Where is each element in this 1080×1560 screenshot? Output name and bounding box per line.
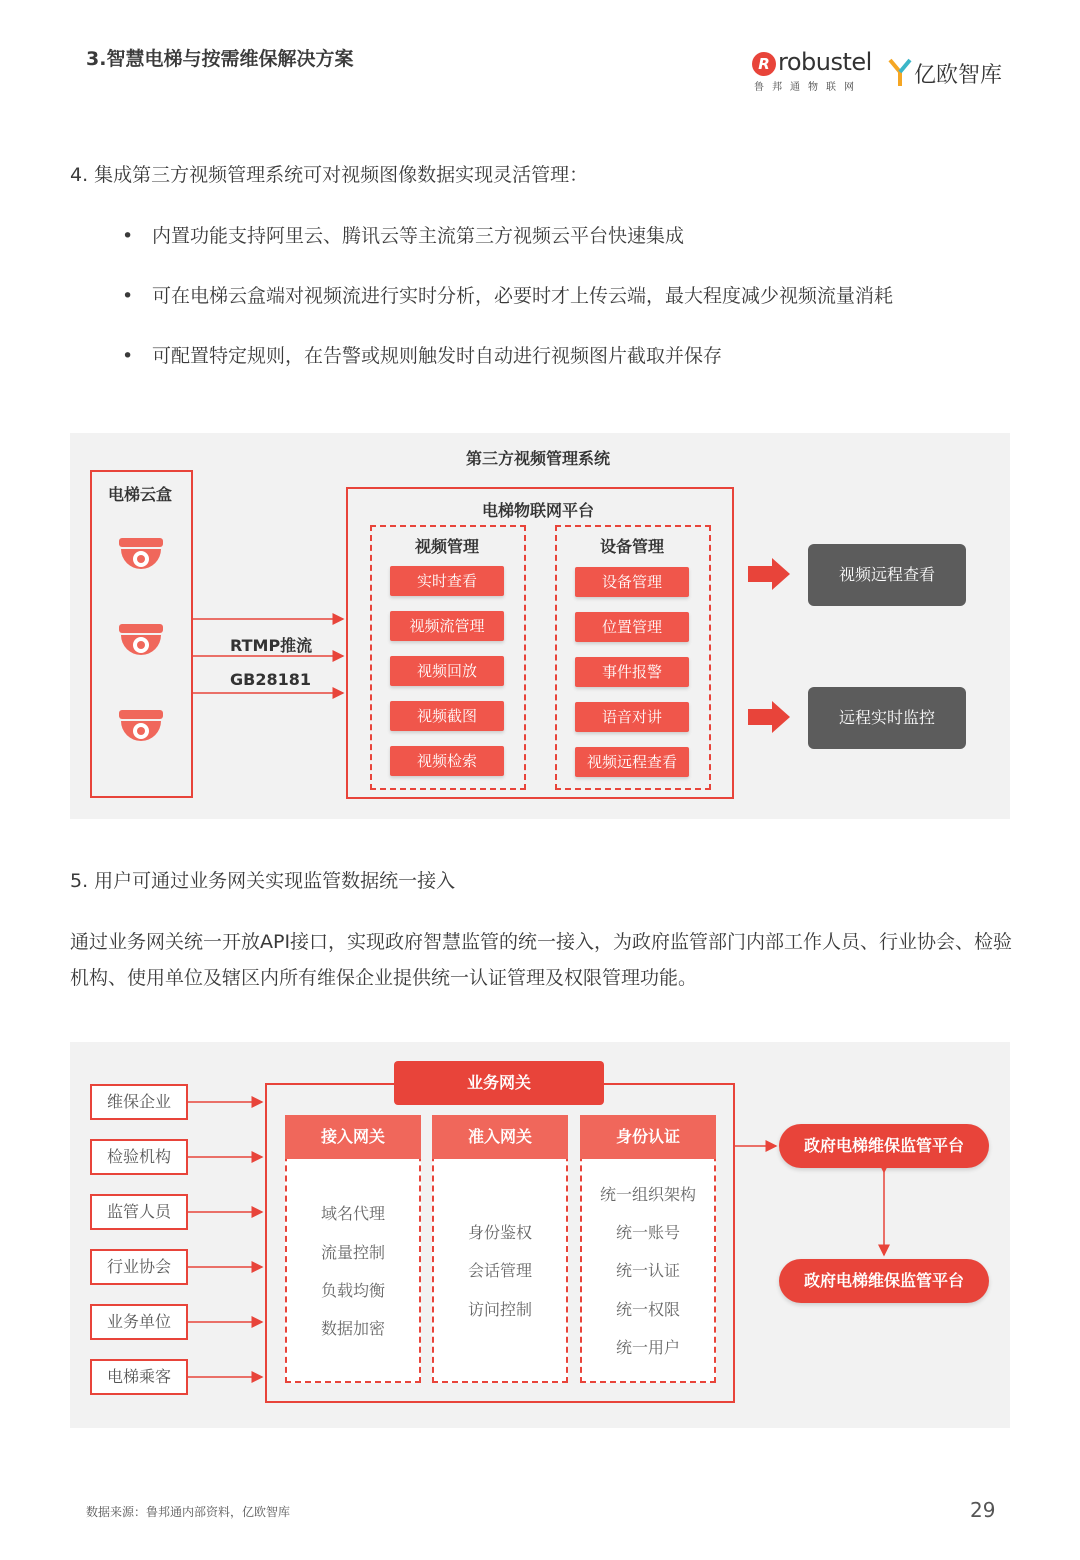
gateway-feature: 流量控制 <box>320 1243 385 1262</box>
video-mgmt-item: 实时查看 <box>390 566 504 596</box>
robustel-logo-sub: 鲁邦通物联网 <box>754 82 862 93</box>
device-mgmt-title: 设备管理 <box>600 537 665 556</box>
section5-heading: 5. 用户可通过业务网关实现监管数据统一接入 <box>70 870 456 892</box>
device-mgmt-item: 设备管理 <box>575 567 689 597</box>
video-mgmt-title: 视频管理 <box>415 537 480 556</box>
section4-heading: 4. 集成第三方视频管理系统可对视频图像数据实现灵活管理： <box>70 164 589 186</box>
footer-source: 数据来源：鲁邦通内部资料，亿欧智库 <box>86 1505 291 1519</box>
protocol-label: GB28181 <box>230 670 311 689</box>
bullet-item: • 可在电梯云盒端对视频流进行实时分析，必要时才上传云端，最大程度减少视频流量消耗 <box>122 285 894 307</box>
gateway-feature: 统一账号 <box>615 1223 680 1242</box>
iot-platform-label: 电梯物联网平台 <box>482 501 595 520</box>
robustel-logo-word: robustel <box>778 48 872 76</box>
gov-platform-1: 政府电梯维保监管平台 <box>779 1124 989 1168</box>
gateway-feature: 统一权限 <box>615 1300 680 1319</box>
gateway-feature: 会话管理 <box>467 1261 532 1280</box>
section-title: 3.智慧电梯与按需维保解决方案 <box>86 48 354 70</box>
bullet-dot-icon: • <box>122 225 134 247</box>
video-mgmt-item: 视频流管理 <box>390 611 504 641</box>
video-mgmt-item: 视频回放 <box>390 656 504 686</box>
gateway-feature: 统一用户 <box>615 1338 680 1357</box>
protocol-label: RTMP推流 <box>230 636 313 655</box>
output-arrow-icon <box>748 701 790 733</box>
gateway-title: 业务网关 <box>394 1061 604 1105</box>
gateway-feature: 统一组织架构 <box>599 1185 696 1204</box>
user-type-item: 电梯乘客 <box>90 1359 188 1395</box>
device-mgmt-item: 事件报警 <box>575 657 689 687</box>
robustel-logo-icon: R <box>752 52 776 76</box>
gateway-feature: 域名代理 <box>320 1204 385 1223</box>
yiou-logo-word: 亿欧智库 <box>914 63 1003 88</box>
section5-paragraph: 通过业务网关统一开放API接口，实现政府智慧监管的统一接入，为政府监管部门内部工作人员、行业协会、检验机构、使用单位及辖区内所有维保企业提供统一认证管理及权限管理功能。 <box>70 931 1013 989</box>
output-realtime-monitor: 远程实时监控 <box>808 687 966 749</box>
page-number: 29 <box>970 1498 996 1522</box>
user-type-item: 行业协会 <box>90 1249 188 1285</box>
bullet-dot-icon: • <box>122 345 134 367</box>
cloud-box-label: 电梯云盒 <box>108 485 173 504</box>
user-type-item: 维保企业 <box>90 1084 188 1120</box>
admission-gateway-title: 准入网关 <box>432 1115 568 1159</box>
gov-platform-2: 政府电梯维保监管平台 <box>779 1259 989 1303</box>
device-mgmt-item: 视频远程查看 <box>575 747 689 777</box>
device-mgmt-item: 位置管理 <box>575 612 689 642</box>
gateway-feature: 数据加密 <box>320 1319 385 1338</box>
bullet-item: • 可配置特定规则，在告警或规则触发时自动进行视频图片截取并保存 <box>122 345 723 367</box>
user-type-item: 监管人员 <box>90 1194 188 1230</box>
user-type-item: 检验机构 <box>90 1139 188 1175</box>
gateway-feature: 身份鉴权 <box>467 1223 532 1242</box>
video-mgmt-item: 视频截图 <box>390 701 504 731</box>
output-arrow-icon <box>748 558 790 590</box>
user-type-item: 业务单位 <box>90 1304 188 1340</box>
gateway-feature: 统一认证 <box>615 1261 680 1280</box>
bullet-item: • 内置功能支持阿里云、腾讯云等主流第三方视频云平台快速集成 <box>122 225 685 247</box>
device-mgmt-item: 语音对讲 <box>575 702 689 732</box>
output-remote-view: 视频远程查看 <box>808 544 966 606</box>
identity-auth-title: 身份认证 <box>580 1115 716 1159</box>
access-gateway-title: 接入网关 <box>285 1115 421 1159</box>
diagram1-title: 第三方视频管理系统 <box>466 449 611 468</box>
bullet-dot-icon: • <box>122 285 134 307</box>
gateway-feature: 访问控制 <box>467 1300 532 1319</box>
video-mgmt-item: 视频检索 <box>390 746 504 776</box>
gateway-feature: 负载均衡 <box>320 1281 385 1300</box>
